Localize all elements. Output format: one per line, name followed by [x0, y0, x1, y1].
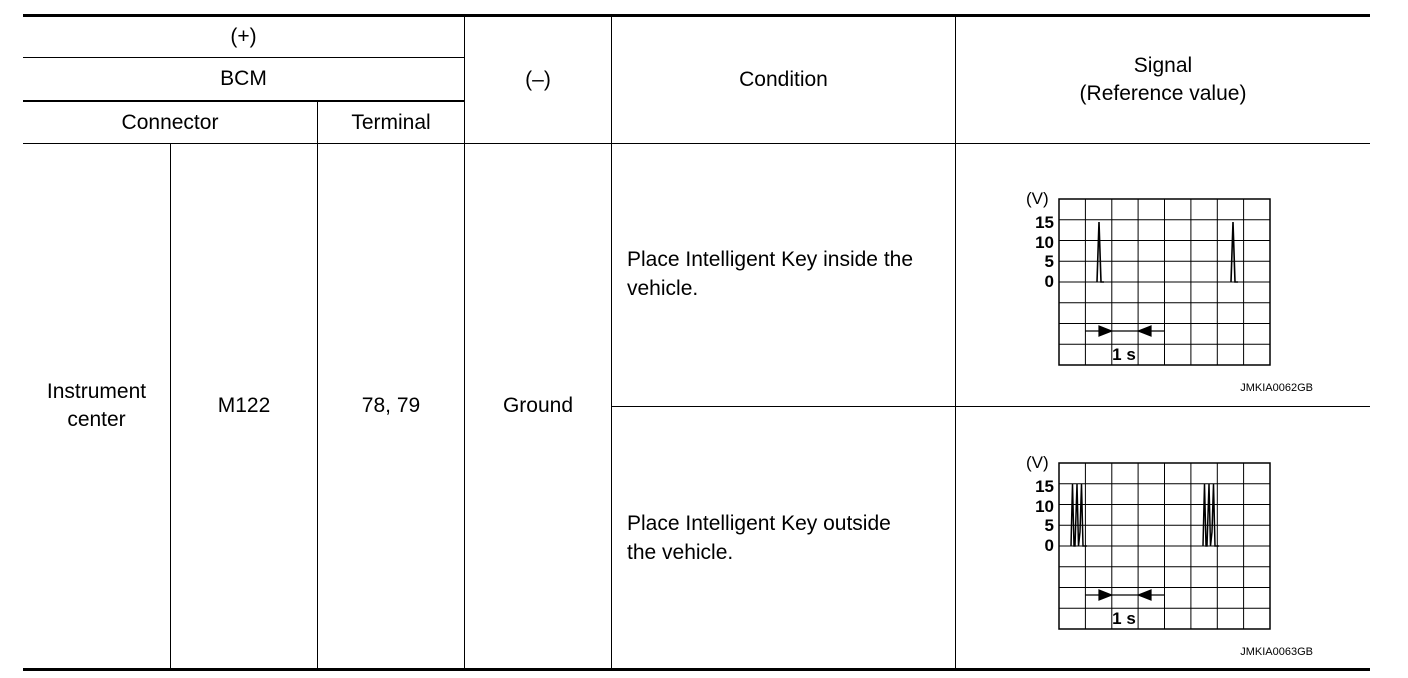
waveform-outside-time-marker [1085, 590, 1164, 600]
header-terminal: Terminal [351, 110, 431, 134]
waveform-outside-burst-1 [1071, 484, 1087, 546]
waveform-inside-pulse-1 [1097, 222, 1104, 282]
header-signal-title: Signal [1133, 54, 1193, 77]
condition-inside-line2: vehicle. [627, 277, 699, 300]
waveform-inside-svg [1020, 186, 1320, 401]
waveform-outside-svg [1020, 450, 1320, 665]
waveform-inside-pulse-2 [1231, 222, 1238, 282]
location-line2: center [67, 408, 126, 431]
waveform-outside-burst-2 [1203, 484, 1219, 546]
waveform-outside-tick-0: 0 [1044, 536, 1054, 555]
waveform-inside-figure-id: JMKIA0062GB [1240, 382, 1313, 394]
waveform-inside-tick-0: 0 [1044, 272, 1054, 291]
waveform-outside-tick-15: 15 [1035, 477, 1054, 496]
waveform-inside-tick-5: 5 [1044, 252, 1054, 271]
waveform-outside-pulses [1071, 484, 1219, 546]
signal-waveform-inside [1020, 186, 1320, 401]
header-signal-subtitle: (Reference value) [1079, 82, 1247, 105]
location-line1: Instrument [46, 380, 147, 403]
waveform-inside-grid [1059, 199, 1270, 365]
waveform-outside-grid [1059, 463, 1270, 629]
header-plus: (+) [230, 25, 257, 48]
waveform-outside-unit-label: (V) [1026, 453, 1049, 472]
condition-divider-rule [611, 406, 1370, 407]
cell-terminal: 78, 79 [361, 394, 421, 417]
condition-outside [627, 509, 947, 567]
condition-inside-line1: Place Intelligent Key inside the [627, 248, 914, 271]
waveform-inside-time-label: 1 s [1112, 345, 1136, 364]
waveform-outside-tick-5: 5 [1044, 516, 1054, 535]
signal-waveform-outside [1020, 450, 1320, 665]
cell-location [23, 144, 170, 668]
waveform-outside-time-label: 1 s [1112, 609, 1136, 628]
waveform-inside-tick-15: 15 [1035, 213, 1054, 232]
waveform-inside-unit-label: (V) [1026, 189, 1049, 208]
waveform-inside-time-marker [1085, 326, 1164, 336]
waveform-inside-tick-10: 10 [1035, 233, 1054, 252]
header-bcm: BCM [220, 67, 267, 90]
condition-inside [627, 245, 947, 303]
waveform-outside-figure-id: JMKIA0063GB [1240, 646, 1313, 658]
header-condition: Condition [739, 68, 828, 91]
condition-outside-line2: the vehicle. [627, 541, 734, 564]
table-bottom-rule [23, 668, 1370, 671]
waveform-outside-tick-10: 10 [1035, 497, 1054, 516]
header-signal [956, 17, 1370, 143]
cell-connector: M122 [217, 394, 271, 417]
header-connector: Connector [121, 110, 219, 134]
cell-ground: Ground [502, 394, 574, 417]
header-minus: (–) [525, 68, 551, 91]
condition-outside-line1: Place Intelligent Key outside [627, 512, 891, 535]
